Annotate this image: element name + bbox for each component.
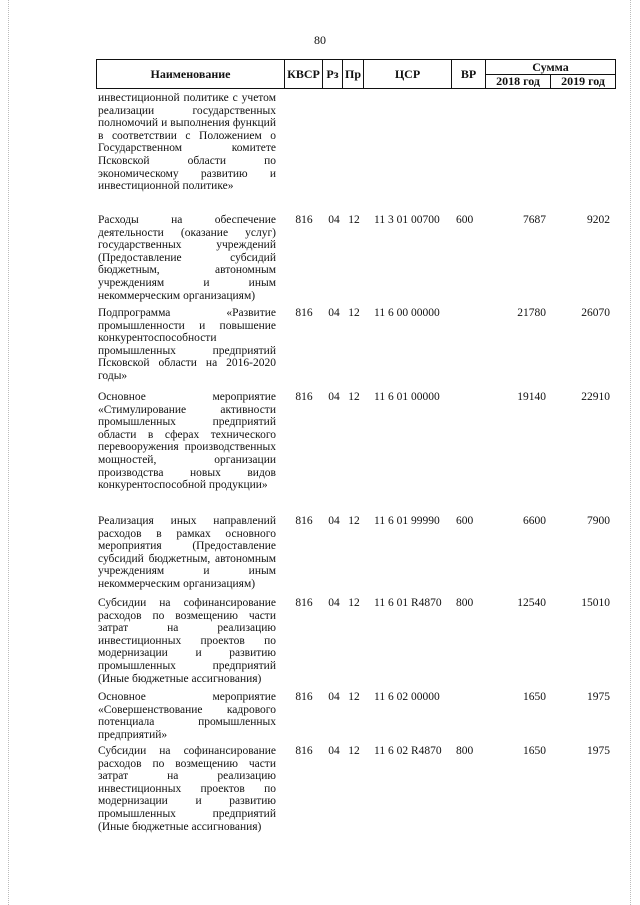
row-csr: 11 6 00 00000 — [374, 307, 440, 319]
row-sum-2018: 1650 — [523, 691, 546, 703]
header-kvsr: КВСР — [285, 60, 323, 88]
row-kvsr: 816 — [295, 307, 313, 319]
row-name: Субсидии на софинансирование расходов по возмещению части затрат на реализацию инвестиционных проектов по модернизации и развитию промышленных предприятий (Иные бюджетные ассигнования) — [98, 597, 276, 685]
row-rz: 04 — [328, 307, 340, 319]
header-pr: Пр — [343, 60, 364, 88]
row-pr: 12 — [348, 391, 360, 403]
row-pr: 12 — [348, 597, 360, 609]
row-name: Основное мероприятие «Совершенствование кадрового потенциала промышленных предприятий» — [98, 691, 276, 741]
header-name: Наименование — [97, 60, 285, 88]
row-csr: 11 6 01 99990 — [374, 515, 440, 527]
row-sum-2018: 1650 — [523, 745, 546, 757]
row-sum-2018: 21780 — [517, 307, 546, 319]
row-rz: 04 — [328, 597, 340, 609]
row-pr: 12 — [348, 515, 360, 527]
row-kvsr: 816 — [295, 214, 313, 226]
header-year-2019: 2019 год — [561, 74, 605, 88]
row-rz: 04 — [328, 745, 340, 757]
row-kvsr: 816 — [295, 597, 313, 609]
row-sum-2018: 7687 — [523, 214, 546, 226]
row-sum-2018: 12540 — [517, 597, 546, 609]
row-sum-2018: 6600 — [523, 515, 546, 527]
row-rz: 04 — [328, 515, 340, 527]
table-header — [96, 59, 616, 89]
row-vr: 800 — [456, 597, 474, 609]
header-sum: Сумма — [486, 60, 615, 75]
row-vr: 600 — [456, 515, 474, 527]
row-sum-2019: 7900 — [587, 515, 610, 527]
row-pr: 12 — [348, 691, 360, 703]
row-vr: 600 — [456, 214, 474, 226]
row-name: Основное мероприятие «Стимулирование активности промышленных предприятий области в сферах технического перевооружения производственных мощностей, организации производства новых видов конкурентоспособной продукции» — [98, 391, 276, 492]
row-name: Субсидии на софинансирование расходов по возмещению части затрат на реализацию инвестиционных проектов по модернизации и развитию промышленных предприятий (Иные бюджетные ассигнования) — [98, 745, 276, 833]
header-vr: ВР — [452, 60, 486, 88]
row-sum-2019: 22910 — [581, 391, 610, 403]
row-rz: 04 — [328, 691, 340, 703]
row-name: инвестиционной политике с учетом реализации государственных полномочий и выполнения функций в соответствии с Положением о Государственном комитете Псковской области по экономическому развитию и инвестиционной политике» — [98, 92, 276, 193]
row-csr: 11 6 01 R4870 — [374, 597, 442, 609]
row-kvsr: 816 — [295, 515, 313, 527]
left-margin-line — [8, 0, 10, 905]
row-csr: 11 6 02 R4870 — [374, 745, 442, 757]
header-csr: ЦСР — [364, 60, 452, 88]
header-rz: Рз — [323, 60, 343, 88]
row-name: Расходы на обеспечение деятельности (оказание услуг) государственных учреждений (Предоставление субсидий бюджетным, автономным учреждениям и иным некоммерческим организациям) — [98, 214, 276, 302]
row-sum-2018: 19140 — [517, 391, 546, 403]
row-csr: 11 6 02 00000 — [374, 691, 440, 703]
row-name: Подпрограмма «Развитие промышленности и повышение конкурентоспособности промышленных предприятий Псковской области на 2016-2020 годы» — [98, 307, 276, 382]
row-pr: 12 — [348, 214, 360, 226]
row-pr: 12 — [348, 307, 360, 319]
row-vr: 800 — [456, 745, 474, 757]
row-rz: 04 — [328, 391, 340, 403]
row-name: Реализация иных направлений расходов в рамках основного мероприятия (Предоставление субсидий бюджетным, автономным учреждениям и иным некоммерческим организациям) — [98, 515, 276, 590]
page-number: 80 — [314, 33, 326, 47]
row-csr: 11 6 01 00000 — [374, 391, 440, 403]
row-csr: 11 3 01 00700 — [374, 214, 440, 226]
right-margin-line — [630, 0, 632, 905]
row-kvsr: 816 — [295, 391, 313, 403]
row-kvsr: 816 — [295, 691, 313, 703]
row-kvsr: 816 — [295, 745, 313, 757]
row-sum-2019: 15010 — [581, 597, 610, 609]
row-sum-2019: 9202 — [587, 214, 610, 226]
row-sum-2019: 1975 — [587, 691, 610, 703]
row-sum-2019: 26070 — [581, 307, 610, 319]
row-pr: 12 — [348, 745, 360, 757]
header-year-2018: 2018 год — [486, 74, 551, 88]
row-rz: 04 — [328, 214, 340, 226]
row-sum-2019: 1975 — [587, 745, 610, 757]
